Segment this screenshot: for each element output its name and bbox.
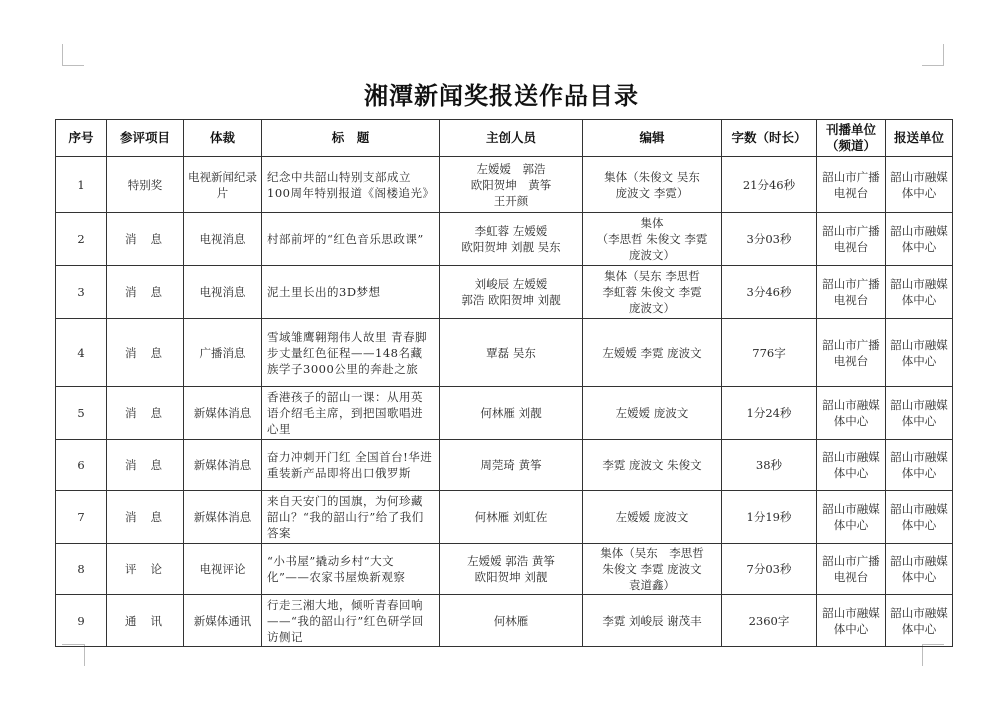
cell-submitter: 韶山市融媒体中心 <box>886 491 953 544</box>
table-row <box>56 595 953 647</box>
header-creators: 主创人员 <box>440 120 583 157</box>
cell-editors: 李霓 庞波文 朱俊文 <box>583 440 722 491</box>
cell-publisher: 韶山市广播电视台 <box>817 157 886 213</box>
cell-publisher: 韶山市融媒体中心 <box>817 440 886 491</box>
header-category: 参评项目 <box>107 120 184 157</box>
cell-title: 香港孩子的韶山一课：从用英语介绍毛主席，到把国歌唱进心里 <box>262 387 440 440</box>
cell-publisher: 韶山市融媒体中心 <box>817 595 886 647</box>
cell-no: 5 <box>56 387 107 440</box>
cell-creators: 何林雁 刘靓 <box>440 387 583 440</box>
cell-category: 消息 <box>107 440 184 491</box>
cell-title: 纪念中共韶山特别支部成立100周年特别报道《阁楼追光》 <box>262 157 440 213</box>
cell-genre: 电视消息 <box>184 266 262 319</box>
cell-category: 评论 <box>107 544 184 595</box>
crop-mark <box>943 44 944 66</box>
cell-no: 3 <box>56 266 107 319</box>
cell-genre: 新媒体通讯 <box>184 595 262 647</box>
cell-creators: 李虹蓉 左嫒嫒 欧阳贺坤 刘靓 吴东 <box>440 213 583 266</box>
cell-submitter: 韶山市融媒体中心 <box>886 595 953 647</box>
cell-no: 7 <box>56 491 107 544</box>
cell-no: 6 <box>56 440 107 491</box>
cell-genre: 电视消息 <box>184 213 262 266</box>
cell-title: 奋力冲刺开门红 全国首台!华进重装新产品即将出口俄罗斯 <box>262 440 440 491</box>
cell-creators: 周莞琦 黄筝 <box>440 440 583 491</box>
table-row <box>56 266 953 319</box>
crop-mark <box>62 65 84 66</box>
header-submitter: 报送单位 <box>886 120 953 157</box>
cell-editors: 李霓 刘峻辰 谢茂丰 <box>583 595 722 647</box>
cell-editors: 左嫒嫒 李霓 庞波文 <box>583 319 722 387</box>
crop-mark <box>922 644 923 666</box>
cell-editors: 左嫒嫒 庞波文 <box>583 387 722 440</box>
cell-creators: 刘峻辰 左嫒嫒 郭浩 欧阳贺坤 刘靓 <box>440 266 583 319</box>
table-row <box>56 387 953 440</box>
cell-submitter: 韶山市融媒体中心 <box>886 157 953 213</box>
cell-category: 特别奖 <box>107 157 184 213</box>
cell-no: 1 <box>56 157 107 213</box>
cell-editors: 集体（吴东 李思哲 朱俊文 李霓 庞波文 袁道鑫） <box>583 544 722 595</box>
cell-length: 3分46秒 <box>722 266 817 319</box>
cell-submitter: 韶山市融媒体中心 <box>886 213 953 266</box>
cell-publisher: 韶山市广播电视台 <box>817 266 886 319</box>
cell-category: 消息 <box>107 491 184 544</box>
cell-no: 4 <box>56 319 107 387</box>
table-row <box>56 491 953 544</box>
cell-category: 消息 <box>107 387 184 440</box>
cell-length: 21分46秒 <box>722 157 817 213</box>
cell-submitter: 韶山市融媒体中心 <box>886 266 953 319</box>
cell-length: 38秒 <box>722 440 817 491</box>
works-catalog-table <box>55 119 953 647</box>
header-no: 序号 <box>56 120 107 157</box>
cell-submitter: 韶山市融媒体中心 <box>886 544 953 595</box>
cell-creators: 何林雁 刘虹佐 <box>440 491 583 544</box>
cell-no: 8 <box>56 544 107 595</box>
table-row <box>56 319 953 387</box>
table-header-row <box>56 120 953 157</box>
cell-length: 2360字 <box>722 595 817 647</box>
cell-submitter: 韶山市融媒体中心 <box>886 319 953 387</box>
cell-genre: 新媒体消息 <box>184 491 262 544</box>
crop-mark <box>62 44 63 66</box>
cell-submitter: 韶山市融媒体中心 <box>886 440 953 491</box>
cell-publisher: 韶山市广播电视台 <box>817 319 886 387</box>
table-row <box>56 544 953 595</box>
cell-title: 来自天安门的国旗，为何珍藏韶山？“我的韶山行”给了我们答案 <box>262 491 440 544</box>
cell-editors: 左嫒嫒 庞波文 <box>583 491 722 544</box>
cell-length: 7分03秒 <box>722 544 817 595</box>
cell-no: 2 <box>56 213 107 266</box>
table-body <box>56 157 953 647</box>
cell-editors: 集体 （李思哲 朱俊文 李霓 庞波文） <box>583 213 722 266</box>
cell-title: 泥土里长出的3D梦想 <box>262 266 440 319</box>
table-row <box>56 440 953 491</box>
crop-mark <box>922 65 944 66</box>
crop-mark <box>84 644 85 666</box>
cell-length: 3分03秒 <box>722 213 817 266</box>
document-title: 湘潭新闻奖报送作品目录 <box>364 82 639 110</box>
cell-no: 9 <box>56 595 107 647</box>
cell-editors: 集体（朱俊文 吴东 庞波文 李霓） <box>583 157 722 213</box>
cell-title: 雪域雏鹰翱翔伟人故里 青春脚步丈量红色征程——148名藏族学子3000公里的奔赴之旅 <box>262 319 440 387</box>
table-row <box>56 213 953 266</box>
header-publisher: 刊播单位 （频道） <box>817 120 886 157</box>
table-row <box>56 157 953 213</box>
cell-publisher: 韶山市广播电视台 <box>817 544 886 595</box>
cell-creators: 何林雁 <box>440 595 583 647</box>
header-title: 标 题 <box>262 120 440 157</box>
cell-category: 消息 <box>107 266 184 319</box>
cell-genre: 新媒体消息 <box>184 440 262 491</box>
header-length: 字数（时长） <box>722 120 817 157</box>
cell-category: 消息 <box>107 213 184 266</box>
cell-genre: 电视评论 <box>184 544 262 595</box>
cell-category: 通讯 <box>107 595 184 647</box>
cell-title: “小书屋”撬动乡村“大文化”——农家书屋焕新观察 <box>262 544 440 595</box>
cell-creators: 左嫒嫒 郭浩 黄筝 欧阳贺坤 刘靓 <box>440 544 583 595</box>
cell-title: 行走三湘大地，倾听青春回响——“我的韶山行”红色研学回访侧记 <box>262 595 440 647</box>
cell-publisher: 韶山市融媒体中心 <box>817 387 886 440</box>
cell-genre: 电视新闻纪录片 <box>184 157 262 213</box>
cell-category: 消息 <box>107 319 184 387</box>
cell-length: 1分19秒 <box>722 491 817 544</box>
cell-creators: 覃磊 吴东 <box>440 319 583 387</box>
cell-publisher: 韶山市融媒体中心 <box>817 491 886 544</box>
cell-genre: 广播消息 <box>184 319 262 387</box>
cell-title: 村部前坪的“红色音乐思政课” <box>262 213 440 266</box>
cell-creators: 左嫒嫒 郭浩 欧阳贺坤 黄筝 王开颜 <box>440 157 583 213</box>
cell-genre: 新媒体消息 <box>184 387 262 440</box>
header-genre: 体裁 <box>184 120 262 157</box>
header-editors: 编辑 <box>583 120 722 157</box>
cell-length: 776字 <box>722 319 817 387</box>
cell-publisher: 韶山市广播电视台 <box>817 213 886 266</box>
cell-editors: 集体（吴东 李思哲 李虹蓉 朱俊文 李霓 庞波文） <box>583 266 722 319</box>
cell-length: 1分24秒 <box>722 387 817 440</box>
cell-submitter: 韶山市融媒体中心 <box>886 387 953 440</box>
